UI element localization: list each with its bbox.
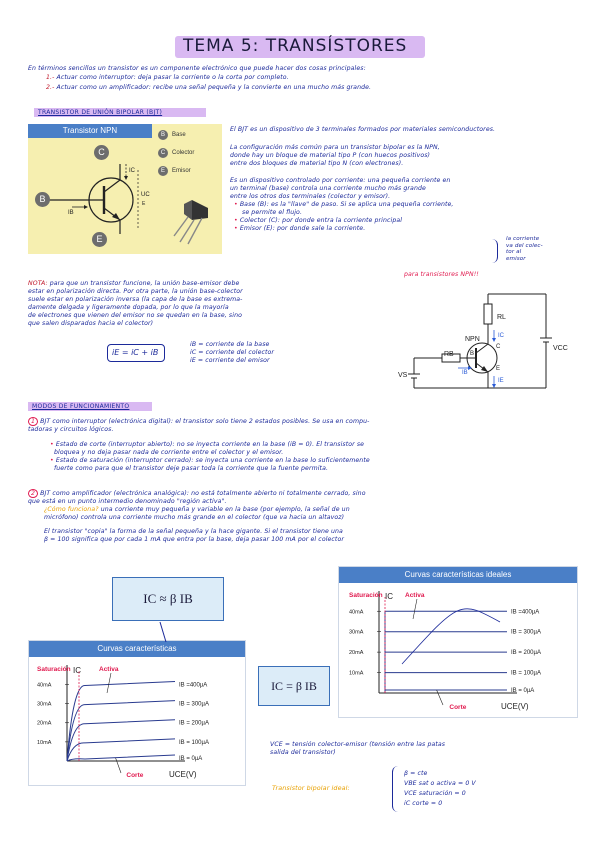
- ib-curve-label: IB = 100µA: [179, 739, 209, 746]
- bullet-base: • Base (B): es la "llave" de paso. Si se aplica una pequeña corriente,: [234, 201, 454, 208]
- y-tick-label: 20mA: [37, 720, 52, 727]
- ib-curve-label: IB =400µA: [179, 682, 208, 689]
- bjt-p1: El BJT es un dispositivo de 3 terminales formados por materiales semiconductores.: [230, 126, 496, 133]
- y-tick-label: 40mA: [37, 682, 52, 689]
- y-axis-label: IC: [73, 666, 81, 675]
- y-tick-label: 20mA: [349, 650, 364, 657]
- y-tick-label: 30mA: [349, 629, 364, 636]
- mode-2: 2 BJT como amplificador (electrónica analógica): no está totalmente abierto ni totalmente cerrado, sino que está en un punto intermedio denominado "región activa". ¿Cómo funciona? una corriente muy pequeña y variable en la base (por ejemplo, la señal de un micrófono) controla una corriente mucho más grande en el colector (que va hacia un altavoz) El transistor "copia" la forma de la señal pequeña y la hace gigante. Si el transistor tiene una β = 100 significa que por cada 1 mA que entra por la base, deja pasar 100 mA por el colector: [28, 490, 366, 543]
- x-axis-label: UCE(V): [169, 770, 197, 779]
- ideal-label: Transistor bipolar ideal:: [272, 784, 350, 792]
- ib-curve: [67, 755, 175, 761]
- legend-item-emisor: [158, 166, 194, 176]
- npn-note: para transistores NPN!!: [404, 271, 479, 278]
- nota-block: NOTA: para que un transistor funcione, la unión base-emisor debe estar en polarización directa. Por otra parte, la unión base-colector suele estar en polarización inversa (la capa de la base es extrema- damente delgada y ligeramente dopada, por lo que la mayoría de electrones que vienen del emisor no se quedan en la base, sino que salen disparados hacia el colector): [28, 280, 243, 327]
- activa-pointer: [107, 673, 111, 693]
- ideal-list: β = cte VBE sat o activa = 0 V VCE saturación = 0 iC corte = 0: [404, 770, 476, 807]
- y-tick-label: 30mA: [37, 701, 52, 708]
- chart-right-title: Curvas características ideales: [339, 567, 577, 583]
- mode-2-question: ¿Cómo funciona?: [44, 506, 99, 513]
- ib-curve-label: IB = 200µA: [511, 650, 541, 657]
- mode-1: 1 BJT como interruptor (electrónica digital): el transistor solo tiene 2 estados posibles. Se usa en compu- tadoras y circuitos lógicos. • Estado de corte (interruptor abierto): no se inyecta corriente en la base (iB = 0). El transistor se bloquea y no deja pasar nada de corriente entre el colector y el emisor. • Estado de saturación (interruptor cerrado): se inyecta una corriente en la base lo suficientemente fuerte como para que el transistor deje pasar toda la corriente que la fuente permita.: [28, 418, 370, 472]
- bullet-base-cont: se permite el flujo.: [242, 209, 303, 216]
- npn-card: [28, 124, 222, 254]
- ib-curve-label: IB = 100µA: [511, 670, 541, 677]
- circuit-ic: IC: [498, 333, 504, 339]
- bjt-description: [230, 126, 590, 233]
- npn-circuit: [398, 282, 578, 397]
- ic-beta-box-2: [258, 666, 330, 706]
- label-ic: IC: [129, 168, 135, 174]
- corte-label: Corte: [449, 704, 467, 711]
- legend-key-emisor: E: [158, 166, 168, 176]
- bjt-p2a: La configuración más común para un transistor bipolar es la NPN,: [230, 144, 440, 151]
- intro-item-1: 1.- Actuar como interruptor: deja pasar la corriente o la corta por completo.: [46, 74, 289, 81]
- transistor-package-icon: [162, 190, 222, 250]
- corte-pointer: [437, 690, 443, 705]
- brace: [492, 239, 498, 263]
- node-b: B: [35, 192, 50, 207]
- mode-2-number: 2: [28, 489, 38, 498]
- chart-left-plot: [29, 657, 247, 787]
- circuit-vs: VS: [398, 372, 408, 379]
- section-2-heading: MODOS DE FUNCIONAMIENTO: [32, 403, 130, 410]
- x-axis-label: UCE(V): [501, 702, 529, 711]
- label-uce: UC: [141, 192, 150, 198]
- ideal-brace: [392, 766, 398, 812]
- bjt-p3a: Es un dispositivo controlado por corriente: una pequeña corriente en: [230, 177, 451, 184]
- ib-curve: [67, 681, 175, 761]
- y-tick-label: 10mA: [349, 670, 364, 677]
- page-title-text: TEMA 5: TRANSÍSTORES: [183, 36, 408, 56]
- label-ib: IB: [68, 210, 74, 216]
- activa-label: Activa: [99, 666, 119, 673]
- nota-label: NOTA:: [28, 280, 48, 287]
- ic-beta-equal: IC = β IB: [271, 679, 317, 693]
- ib-curve-label: IB = 200µA: [179, 720, 209, 727]
- legend-item-base: [158, 130, 194, 140]
- bjt-p3b: un terminal (base) controla una corriente mucho más grande: [230, 185, 426, 192]
- circuit-npn: NPN: [465, 336, 480, 343]
- chart-left-title: Curvas características: [29, 641, 245, 657]
- ib-curve-label: IB =400µA: [511, 609, 540, 616]
- legend-label-base: Base: [172, 132, 186, 138]
- circuit-e: E: [496, 366, 501, 372]
- formula: iE = iC + iB: [112, 348, 159, 357]
- activa-label: Activa: [405, 592, 425, 599]
- ic-beta-approx: IC ≈ β IB: [143, 591, 193, 606]
- ib-curve-label: IB = 0µA: [511, 688, 535, 694]
- y-tick-label: 40mA: [349, 609, 364, 616]
- node-c: C: [94, 145, 109, 160]
- bjt-p3c: entre los otros dos terminales (colector y emisor).: [230, 193, 391, 200]
- ib-curve-label: IB = 300µA: [511, 629, 541, 636]
- legend-key-colector: C: [158, 148, 168, 158]
- legend-label-colector: Colector: [172, 150, 195, 156]
- saturation-label: Saturación: [37, 666, 71, 673]
- corte-pointer: [116, 758, 121, 773]
- y-axis-label: IC: [385, 592, 393, 601]
- vce-definition: VCE = tensión colector-emisor (tensión entre las patas salida del transistor): [270, 741, 446, 756]
- npn-legend: [158, 130, 194, 176]
- ib-curve: [67, 720, 175, 761]
- bullet-emisor: • Emisor (E): por donde sale la corriente.: [234, 225, 366, 232]
- ib-curve: [67, 701, 175, 761]
- intro-item-2: 2.- Actuar como un amplificador: recibe una señal pequeña y la convierte en una mucho más grande.: [46, 84, 372, 91]
- saturation-label: Saturación: [349, 592, 383, 599]
- mode-1-number: 1: [28, 417, 38, 426]
- label-uce-sub: E: [142, 201, 146, 207]
- formula-defs: iB = corriente de la base iC = corriente del colector iE = corriente del emisor: [190, 341, 275, 364]
- bjt-p2b: donde hay un bloque de material tipo P (con huecos positivos): [230, 152, 431, 159]
- pointer-arrows: [140, 560, 560, 670]
- circuit-ib: IB: [462, 370, 468, 376]
- bjt-p2c: entre dos bloques de material tipo N (con electrones).: [230, 160, 404, 167]
- circuit-ie: IE: [498, 378, 504, 384]
- legend-key-base: B: [158, 130, 168, 140]
- corte-label: Corte: [126, 772, 144, 779]
- ib-curve-label: IB = 300µA: [179, 701, 209, 708]
- section-1-heading: TRANSISTOR DE UNIÓN BIPOLAR (BJT): [38, 109, 163, 116]
- side-note: la corriente va del colec- tor al emisor: [506, 236, 543, 262]
- npn-card-title: Transistor NPN: [28, 124, 152, 138]
- bullet-colector: • Colector (C): por donde entra la corriente principal: [234, 217, 403, 224]
- legend-label-emisor: Emisor: [172, 168, 191, 174]
- intro-line: En términos sencillos un transistor es un componente electrónico que puede hacer dos cosas principales:: [28, 65, 366, 72]
- legend-item-colector: [158, 148, 194, 158]
- circuit-vcc: VCC: [553, 345, 568, 352]
- circuit-b: B: [470, 351, 475, 357]
- ib-curve-label: IB = 0µA: [179, 756, 203, 762]
- y-tick-label: 10mA: [37, 739, 52, 746]
- circuit-c: C: [496, 344, 501, 350]
- circuit-rl: RL: [497, 314, 506, 321]
- circuit-rb: RB: [444, 351, 454, 358]
- node-e: E: [92, 232, 107, 247]
